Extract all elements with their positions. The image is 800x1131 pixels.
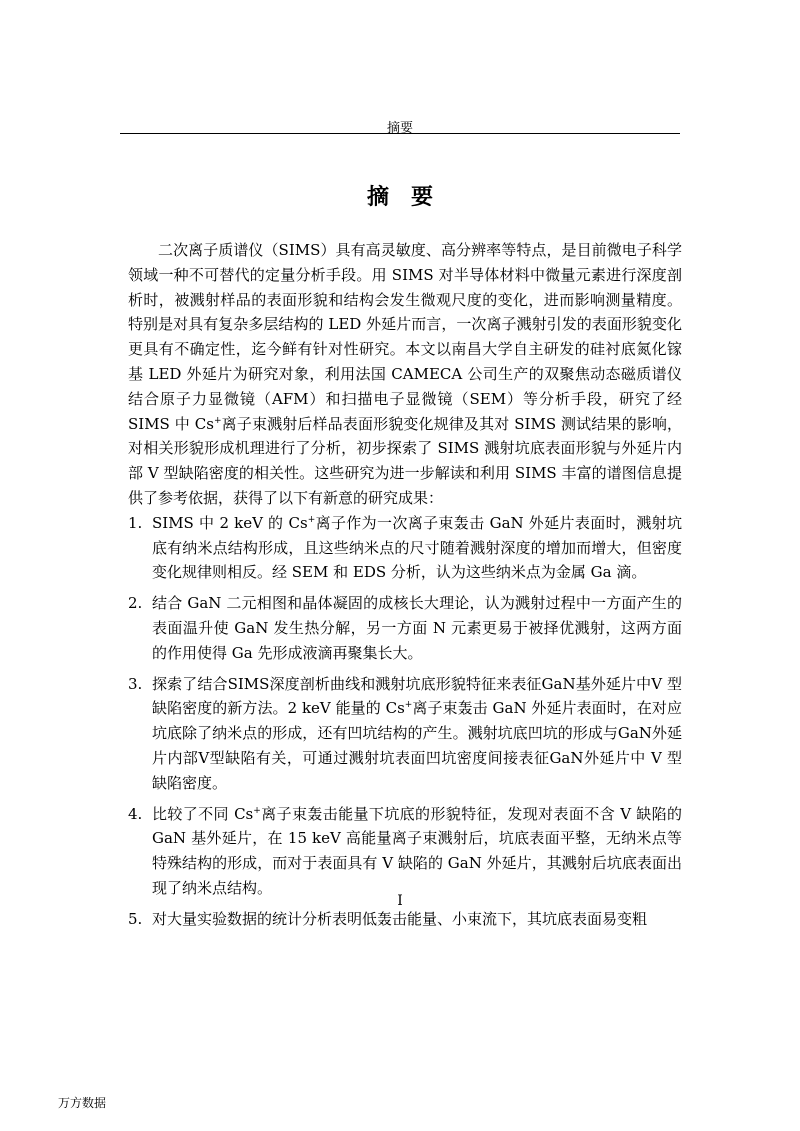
finding-number: 2. — [128, 594, 143, 613]
intro-text-1: 二次离子质谱仪（SIMS）具有高灵敏度、高分辨率等特点，是目前微电子科学领域一种不可替代的定量分析手段。用 SIMS 对半导体材料中微量元素进行深度剖析时，被溅射样品的表面形貌和结构会发生微观尺度的变化，进而影响测量精度。特别是对具有复杂多层结构的 LED 外延片而言，一次离子溅射引发的表面形貌变化更具有不确定性，迄今鲜有针对性研究。本文以南昌大学自主研发的硅衬底氮化镓基 LED 外延片为研究对象，利用法国 CAMECA 公司生产的双聚焦动态磁质谱仪结合原子力显微镜（AFM）和扫描电子显微镜（SEM）等分析手段，研究了经 SIMS 中 Cs — [128, 241, 682, 433]
finding-item-3 — [128, 672, 682, 796]
abstract-body — [128, 238, 682, 932]
intro-paragraph — [128, 238, 682, 511]
finding-text: 比较了不同 Cs+离子束轰击能量下坑底的形貌特征，发现对表面不含 V 缺陷的 GaN 基外延片，在 15 keV 高能量离子束溅射后，坑底表面平整，无纳米点等特殊结构的形成，而对于表面具有 V 缺陷的 GaN 外延片，其溅射后坑底表面出现了纳米点结构。 — [152, 804, 682, 897]
watermark: 万方数据 — [58, 1096, 107, 1110]
finding-item-2 — [128, 591, 682, 665]
page-number: I — [397, 893, 403, 909]
finding-number: 5. — [128, 909, 143, 928]
finding-number: 4. — [128, 804, 143, 823]
finding-text: 结合 GaN 二元相图和晶体凝固的成核长大理论，认为溅射过程中一方面产生的表面温升使 GaN 发生热分解，另一方面 N 元素更易于被择优溅射，这两方面的作用使得 Ga 先形成液滴再聚集长大。 — [152, 594, 682, 662]
finding-number: 1. — [128, 513, 143, 532]
intro-text-2: 离子束溅射后样品表面形貌变化规律及其对 SIMS 测试结果的影响，对相关形貌形成机理进行了分析，初步探索了 SIMS 溅射坑底表面形貌与外延片内部 V 型缺陷密度的相关性。这些研究为进一步解读和利用 SIMS 丰富的谱图信息提供了参考依据，获得了以下有新意的研究成果： — [128, 414, 682, 507]
page-title: 摘要 — [366, 184, 455, 210]
finding-text: 探索了结合SIMS深度剖析曲线和溅射坑底形貌特征来表征GaN基外延片中V 型缺陷密度的新方法。2 keV 能量的 Cs+离子束轰击 GaN 外延片表面时，在对应坑底除了纳米点的形成，还有凹坑结构的产生。溅射坑底凹坑的形成与GaN外延片内部V型缺陷有关，可通过溅射坑表面凹坑密度间接表征GaN外延片中 V 型缺陷密度。 — [152, 674, 682, 792]
finding-item-5 — [128, 907, 682, 932]
finding-number: 3. — [128, 674, 143, 693]
finding-item-1 — [128, 511, 682, 585]
intro-sup: + — [213, 415, 222, 426]
finding-item-4 — [128, 802, 682, 901]
finding-text: 对大量实验数据的统计分析表明低轰击能量、小束流下，其坑底表面易变粗 — [152, 909, 648, 928]
finding-text: SIMS 中 2 keV 的 Cs+离子作为一次离子束轰击 GaN 外延片表面时，溅射坑底有纳米点结构形成，且这些纳米点的尺寸随着溅射深度的增加而增大，但密度变化规律则相反。经 SEM 和 EDS 分析，认为这些纳米点为金属 Ga 滴。 — [152, 513, 682, 582]
running-header: 摘要 — [386, 121, 413, 136]
header-rule — [120, 133, 680, 134]
